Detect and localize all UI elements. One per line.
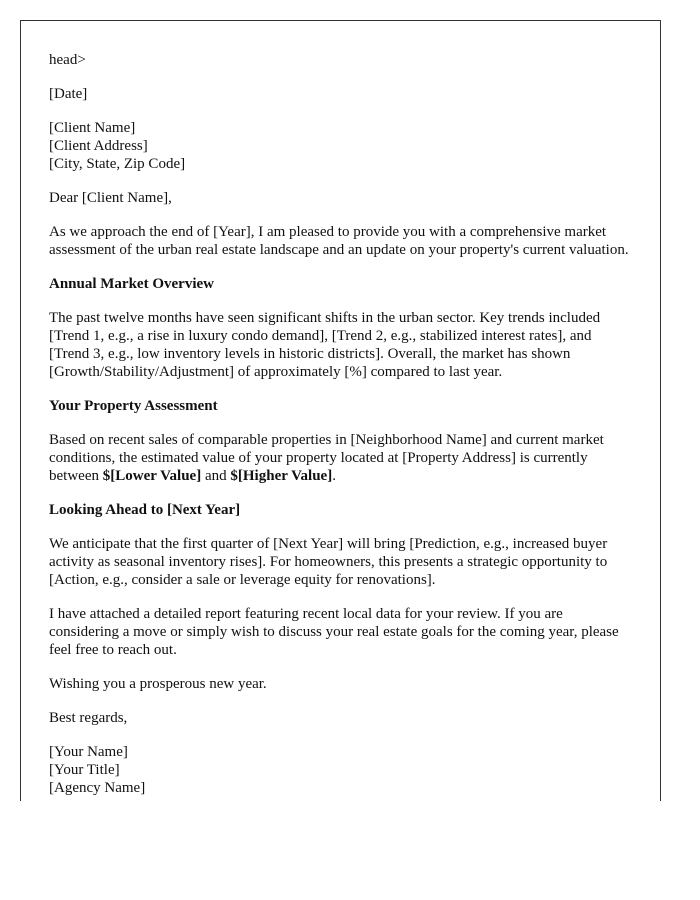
stray-text: head> (49, 52, 86, 68)
closing: Best regards, (49, 710, 128, 726)
letter-date: [Date] (49, 86, 88, 102)
property-assessment-heading: Your Property Assessment (49, 398, 218, 414)
intro-paragraph: As we approach the end of [Year], I am pleased to provide you with a comprehensive market assessment of the urban real estate landscape and an update on your property's current valuation. (49, 224, 629, 258)
assessment-text: Based on recent sales of comparable properties in [Neighborhood Name] and current market conditions, the estimated value of your property located at [Property Address] is currently between (49, 432, 604, 484)
looking-ahead-body: We anticipate that the first quarter of [Next Year] will bring [Prediction, e.g., increased buyer activity as seasonal inventory rises]. For homeowners, this presents a strategic opportunity to [Action, e.g., consider a sale or leverage equity for renovations]. (49, 536, 608, 588)
higher-value: $[Higher Value] (230, 468, 333, 484)
your-title: [Your Title] (49, 762, 120, 778)
letter-page (20, 20, 661, 801)
market-overview-body: The past twelve months have seen significant shifts in the urban sector. Key trends included [Trend 1, e.g., a rise in luxury condo demand], [Trend 2, e.g., stabilized interest rates], and [Trend 3, e.g., low inventory levels in historic districts]. Overall, the market has shown [Growth/Stability/Adjustment] of approximately [%] compared to last year. (49, 310, 601, 380)
lower-value: $[Lower Value] (102, 468, 202, 484)
assessment-and: and (201, 468, 231, 484)
salutation: Dear [Client Name], (49, 190, 172, 206)
looking-ahead-heading: Looking Ahead to [Next Year] (49, 502, 241, 518)
client-name: [Client Name] (49, 120, 136, 136)
property-assessment-body (49, 431, 632, 485)
agency-name: [Agency Name] (49, 780, 146, 796)
client-city: [City, State, Zip Code] (49, 156, 186, 172)
attachment-note: I have attached a detailed report featuring recent local data for your review. If you are considering a move or simply wish to discuss your real estate goals for the coming year, please feel free to reach out. (49, 606, 619, 658)
assessment-end: . (332, 468, 336, 484)
client-address: [Client Address] (49, 138, 148, 154)
recipient-block (49, 119, 632, 173)
market-overview-heading: Annual Market Overview (49, 276, 214, 292)
signature-block (49, 743, 632, 797)
wishes: Wishing you a prosperous new year. (49, 676, 267, 692)
your-name: [Your Name] (49, 744, 128, 760)
